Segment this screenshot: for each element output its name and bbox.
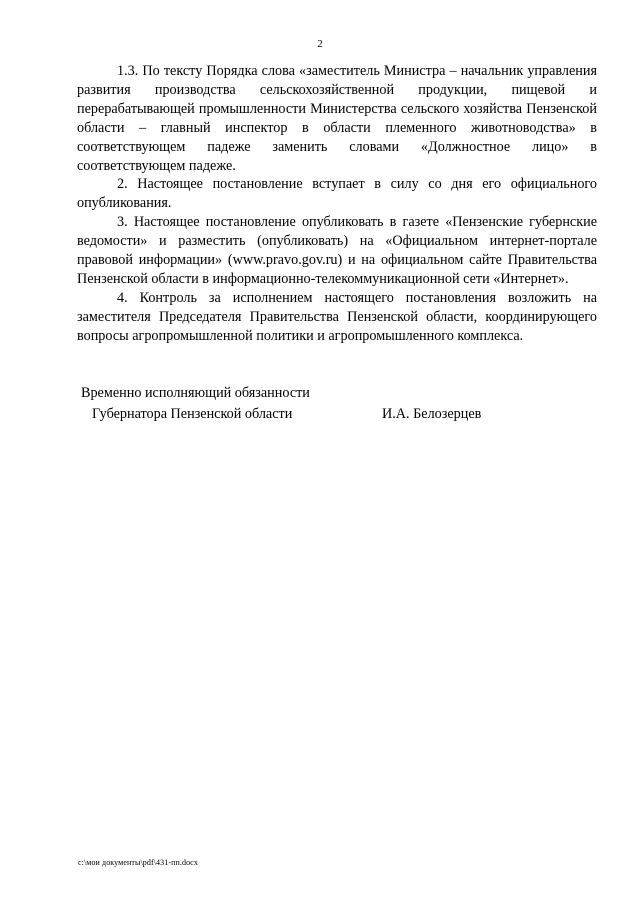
- signature-block: [78, 383, 598, 425]
- document-body: [77, 62, 597, 346]
- paragraph-4: 4. Контроль за исполнением настоящего постановления возложить на заместителя Председателя Правительства Пензенской области, координирующего вопросы агропромышленной политики и агропромышленного комплекса.: [77, 289, 597, 344]
- signature-name: И.А. Белозерцев: [382, 406, 482, 422]
- paragraph-1-3: 1.3. По тексту Порядка слова «заместитель Министра – начальник управления развития производства сельскохозяйственной продукции, пищевой и перерабатывающей промышленности Министерства сельского хозяйства Пензенской области – главный инспектор в области племенного животноводства» в соответствующем падеже заменить словами «Должностное лицо» в соответствующем падеже.: [77, 63, 597, 174]
- paragraph-3: 3. Настоящее постановление опубликовать в газете «Пензенские губернские ведомости» и разместить (опубликовать) на «Официальном интернет-портале правовой информации» (www.pravo.gov.ru) и на официальном сайте Правительства Пензенской области в информационно-телекоммуникационной сети «Интернет».: [77, 214, 597, 287]
- signature-position-line1: Временно исполняющий обязанности: [81, 385, 310, 401]
- page-number: 2: [317, 38, 323, 50]
- paragraph-2: 2. Настоящее постановление вступает в силу со дня его официального опубликования.: [77, 176, 597, 212]
- signature-position-line2: Губернатора Пензенской области: [92, 406, 293, 422]
- footer-file-path: c:\мои документы\pdf\431-пп.docx: [78, 858, 198, 867]
